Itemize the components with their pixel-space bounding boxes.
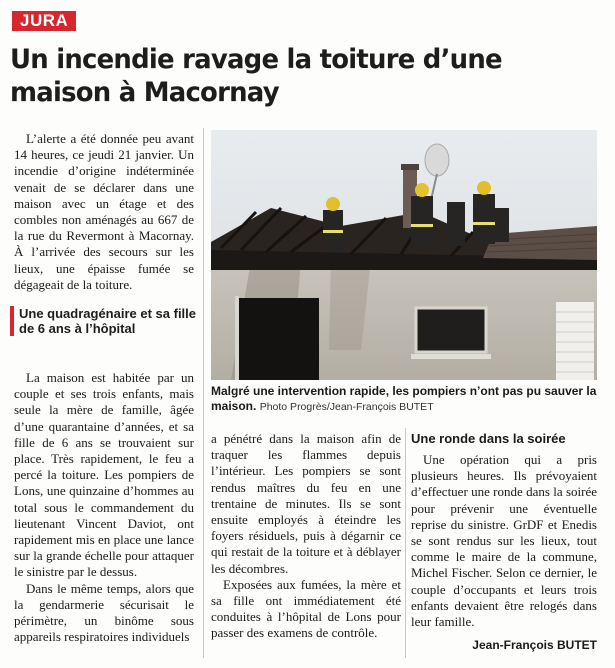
subhead-evening-round: Une ronde dans la soirée	[411, 431, 566, 446]
column-2	[211, 431, 401, 642]
column-divider	[203, 128, 204, 658]
photo-caption	[211, 384, 597, 415]
fire-damaged-roof-photo	[211, 130, 597, 380]
paragraph: Une opération qui a pris plusieurs heures. Ils prévoyaient d’effectuer une ronde dans la soirée pour prévenir une éventuelle reprise du sinistre. GrDF et Enedis se sont rendus sur les lieux, tout comme le maire de la commune, Michel Fischer. Selon ce dernier, le couple d’occupants et leurs trois enfants devaient être relogés dans leur famille.	[411, 452, 597, 630]
headline: Un incendie ravage la toiture d’une maison à Macornay	[10, 44, 502, 108]
paragraph: Dans le même temps, alors que la gendarmerie sécurisait le périmètre, un binôme sous appareils respiratoires individuels	[14, 580, 194, 645]
paragraph: Exposées aux fumées, la mère et sa fille ont immédiatement été conduites à l’hôpital de Lons pour passer des examens de contrôle.	[211, 576, 401, 641]
author-signature: Jean-François BUTET	[472, 638, 597, 652]
column-1	[14, 370, 194, 645]
caption-text: Malgré une intervention rapide, les pompiers n’ont pas pu sauver la maison.	[211, 384, 597, 413]
lead-column	[14, 131, 194, 293]
column-divider	[405, 428, 406, 658]
photo-credit: Photo Progrès/Jean-François BUTET	[259, 401, 434, 413]
paragraph: La maison est habitée par un couple et ses trois enfants, mais seule la mère de famille, âgée d’une quarantaine d’années, et sa fille de 6 ans se trouvaient sur place. Très rapidement, le feu a percé la toiture. Les pompiers de Lons, une quinzaine d’hommes au total sous le commandement du lieutenant Vincent Daviot, ont rapidement mis en place une lance sur la grande échelle pour attaquer le sinistre par le dessus.	[14, 370, 194, 580]
lead-paragraph: L’alerte a été donnée peu avant 14 heures, ce jeudi 21 janvier. Un incendie d’origine indéterminée venait de se déclarer dans une maison avec un étage et des combles non aménagés au 667 de la rue du Revermont à Macornay. À l’arrivée des secours sur les lieux, une épaisse fumée se dégageait de la toiture.	[14, 131, 194, 292]
photo-illustration	[211, 130, 597, 380]
section-tag: JURA	[12, 11, 76, 31]
column-3	[411, 452, 597, 630]
subhead-hospital: Une quadragénaire et sa fille de 6 ans à l’hôpital	[10, 306, 205, 336]
paragraph: a pénétré dans la maison afin de traquer les flammes depuis l’intérieur. Les pompiers se sont rendus maîtres du feu en une trentaine de minutes. Ils se sont ensuite employés à éteindre les foyers résiduels, puis à dégarnir ce qui restait de la toiture et à déblayer les décombres.	[211, 431, 401, 576]
